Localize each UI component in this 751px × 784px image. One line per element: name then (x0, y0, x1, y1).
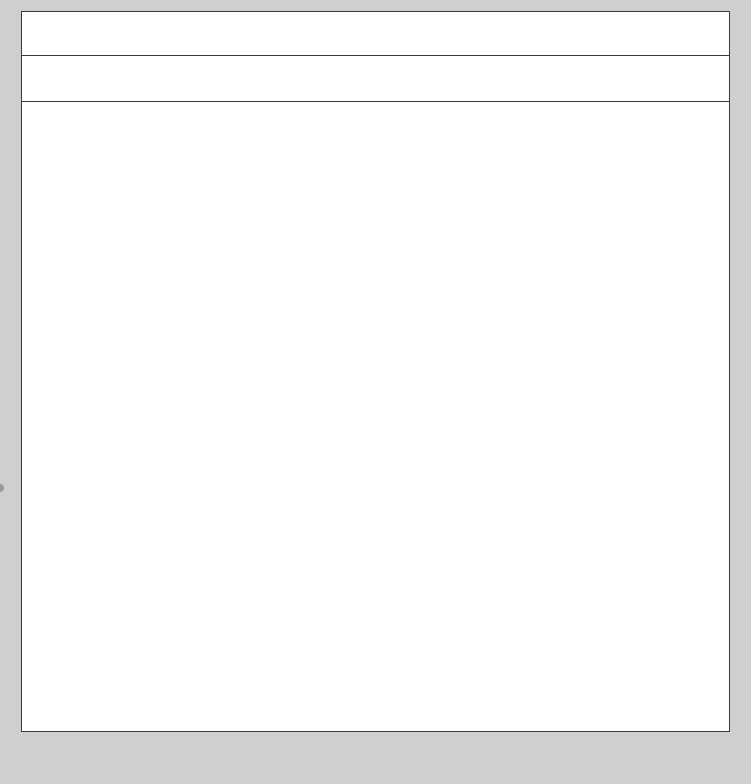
header-row-top (22, 102, 729, 130)
page-edge-mark (0, 484, 4, 492)
header-row-sub (22, 130, 729, 158)
pipe-spec-table (22, 102, 729, 158)
series-title (22, 56, 729, 102)
price-sheet (21, 11, 730, 732)
intro-text (22, 12, 729, 56)
